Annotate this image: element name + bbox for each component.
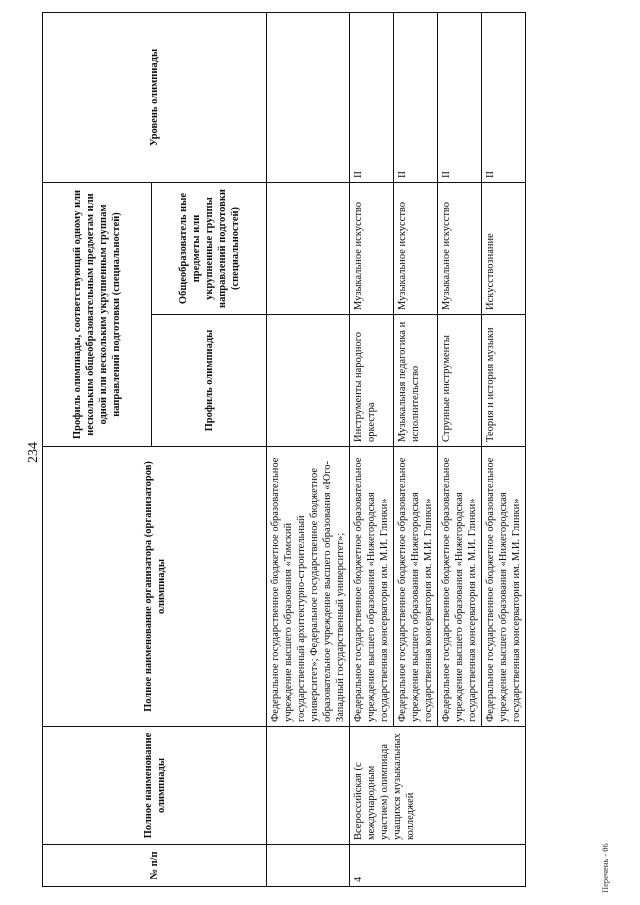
row-level: II — [394, 13, 438, 183]
continued-subject — [267, 183, 350, 315]
continued-organizer: Федеральное государственное бюджетное образовательное учреждение высшего образования «Томский государственный архитектурно-строительный университет»; Федеральное государственное бюджетное образовательное учреждение высшего образования «Юго-Западный государственный университет»; — [267, 447, 350, 727]
continued-level — [267, 13, 350, 183]
row-profile: Инструменты народного оркестра — [350, 315, 394, 447]
continued-num — [267, 845, 350, 887]
header-full-name: Полное наименование олимпиады — [43, 727, 267, 845]
row-organizer: Федеральное государственное бюджетное образовательное учреждение высшего образования «Нижегородская государственная консерватория им. М.И. Глинки» — [438, 447, 482, 727]
row-level: II — [350, 13, 394, 183]
table-row — [350, 13, 394, 887]
row-organizer: Федеральное государственное бюджетное образовательное учреждение высшего образования «Нижегородская государственная консерватория им. М.И. Глинки» — [350, 447, 394, 727]
header-level: Уровень олимпиады — [43, 13, 267, 183]
page-number: 234 — [26, 442, 41, 463]
row-subject: Искусствознание — [482, 183, 526, 315]
row-profile: Струнные инструменты — [438, 315, 482, 447]
footer-note: Перечень - 06 — [600, 843, 610, 893]
header-organizer: Полное наименование организатора (организаторов) олимпиады — [43, 447, 267, 727]
row-profile: Музыкальная педагогика и исполнительство — [394, 315, 438, 447]
header-num: № п/п — [43, 845, 267, 887]
row-organizer: Федеральное государственное бюджетное образовательное учреждение высшего образования «Нижегородская государственная консерватория им. М.И. Глинки» — [394, 447, 438, 727]
header-profile-group: Профиль олимпиады, соответствующий одному или нескольким общеобразовательным предметам или одной или нескольким укрупненным группам направлений подготовки (специальностей) — [43, 183, 152, 447]
olympiad-num: 4 — [350, 845, 526, 887]
olympiad-table — [42, 12, 526, 887]
row-level: II — [438, 13, 482, 183]
row-organizer: Федеральное государственное бюджетное образовательное учреждение высшего образования «Нижегородская государственная консерватория им. М.И. Глинки» — [482, 447, 526, 727]
continued-name — [267, 727, 350, 845]
olympiad-name: Всероссийская (с международным участием) олимпиада учащихся музыкальных колледжей — [350, 727, 526, 845]
row-level: II — [482, 13, 526, 183]
row-subject: Музыкальное искусство — [438, 183, 482, 315]
header-profile: Профиль олимпиады — [152, 315, 267, 447]
header-subjects: Общеобразователь ные предметы или укрупненные группы направлений подготовки (специальностей) — [152, 183, 267, 315]
row-profile: Теория и история музыки — [482, 315, 526, 447]
header-row — [43, 13, 152, 887]
continued-profile — [267, 315, 350, 447]
row-subject: Музыкальное искусство — [394, 183, 438, 315]
row-subject: Музыкальное искусство — [350, 183, 394, 315]
continued-row — [267, 13, 350, 887]
